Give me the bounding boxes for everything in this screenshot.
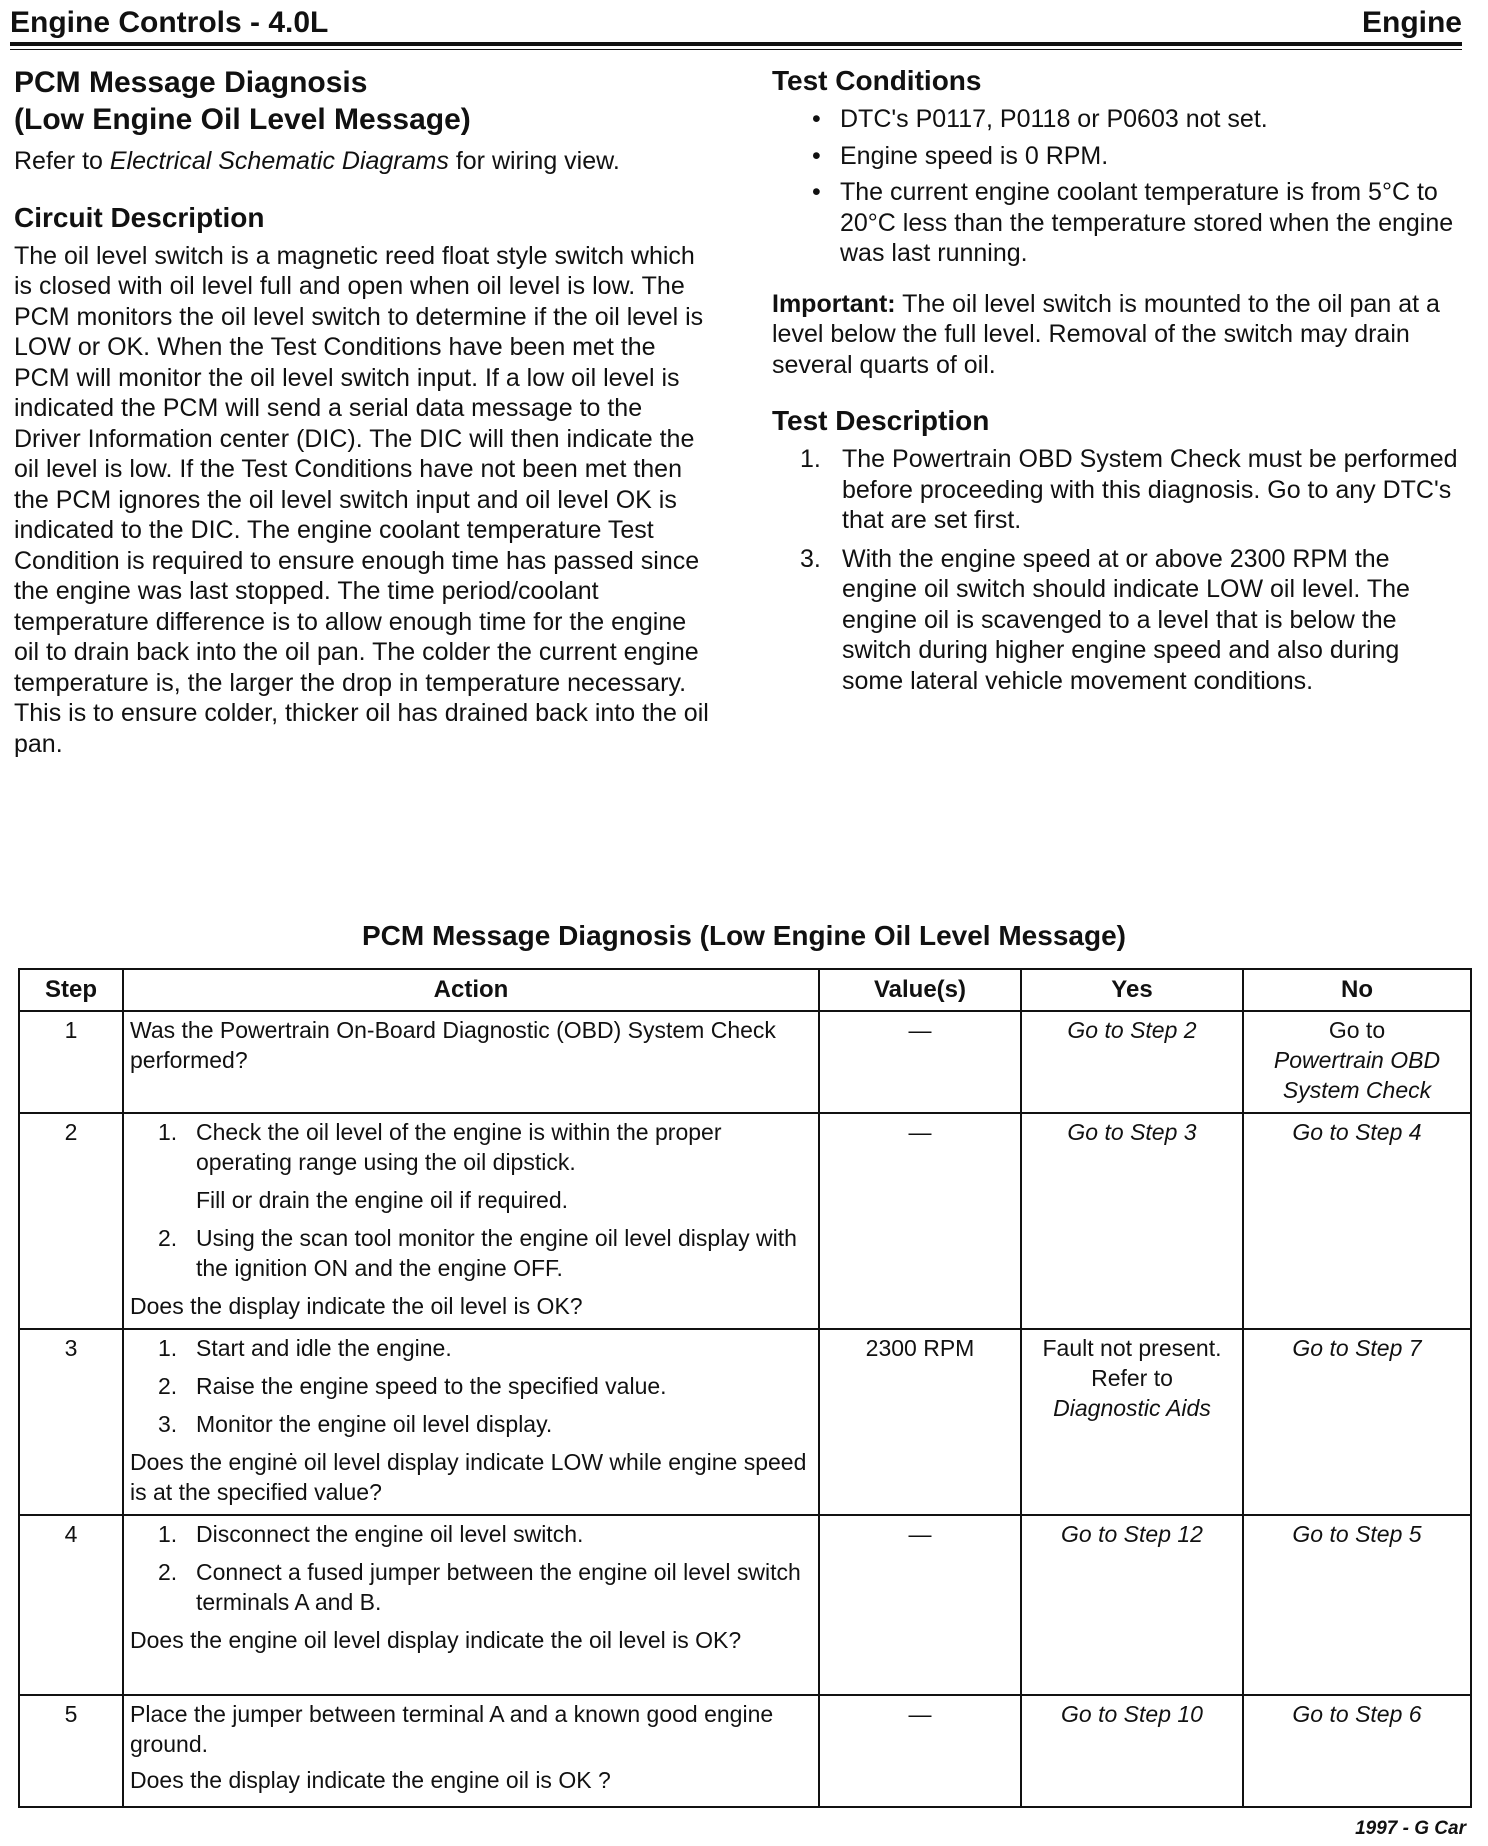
value-cell: — — [819, 1515, 1021, 1695]
table-row — [19, 1515, 1471, 1695]
header-category: Engine — [1361, 6, 1462, 39]
step-number: 4 — [19, 1515, 123, 1695]
step-number: 2 — [19, 1113, 123, 1329]
action-item: 3. Monitor the engine oil level display. — [158, 1411, 553, 1437]
yes-cell: Go to Step 3 — [1021, 1113, 1243, 1329]
action-item: 1. Start and idle the engine. — [158, 1335, 452, 1361]
circuit-description-heading: Circuit Description — [14, 201, 265, 233]
test-conditions-list — [772, 104, 1462, 269]
refer-link-text: Electrical Schematic Diagrams — [109, 147, 449, 175]
action-cell: Was the Powertrain On-Board Diagnostic (OBD) System Check performed? — [123, 1011, 819, 1113]
action-item: 2. Using the scan tool monitor the engine oil level display with the ignition ON and the engine OFF. — [158, 1225, 797, 1281]
yes-cell: Go to Step 12 — [1021, 1515, 1243, 1695]
refer-note: Refer to Electrical Schematic Diagrams for wiring view. — [14, 147, 620, 175]
circuit-description-text: The oil level switch is a magnetic reed float style switch which is closed with oil level full and open when oil level is low. The PCM monitors the oil level switch to determine if the oil level is LOW or OK. When the Test Conditions have been met the PCM will monitor the oil level switch input. If a low oil level is indicated the PCM will send a serial data message to the Driver Information center (DIC). The DIC will then indicate the oil level is low. If the Test Conditions have not been met then the PCM ignores the oil level switch input and oil level OK is indicated to the DIC. The engine coolant temperature Test Condition is required to ensure enough time has passed since the engine was last stopped. The time period/coolant temperature difference is to allow enough time for the engine oil to drain back into the oil pan. The colder the current engine temperature is, the larger the drop in temperature necessary. This is to ensure colder, thicker oil has drained back into the oil pan. — [14, 241, 709, 758]
no-cell: Go to Step 6 — [1243, 1695, 1471, 1807]
list-item: • Engine speed is 0 RPM. — [812, 141, 1109, 170]
table-title: PCM Message Diagnosis (Low Engine Oil Level Message) — [362, 920, 1126, 951]
test-description-list — [772, 444, 1462, 696]
step-number: 5 — [19, 1695, 123, 1807]
no-cell: Go to Step 4 — [1243, 1113, 1471, 1329]
action-item: 1. Check the oil level of the engine is within the proper operating range using the oil dipstick. — [158, 1119, 722, 1175]
table-row — [19, 1113, 1471, 1329]
action-item: Place the jumper between terminal A and a known good engine ground. — [130, 1701, 774, 1757]
important-label: Important: — [772, 289, 896, 318]
action-question: Does the enginė oil level display indicate LOW while engine speed is at the specified value? — [130, 1449, 807, 1505]
no-cell: Go to Step 5 — [1243, 1515, 1471, 1695]
table-row — [19, 1011, 1471, 1113]
header-action: Action — [123, 969, 819, 1011]
action-question: Does the display indicate the engine oil is OK ? — [130, 1767, 611, 1793]
action-cell — [123, 1695, 819, 1807]
table-row — [19, 1329, 1471, 1515]
list-item: • DTC's P0117, P0118 or P0603 not set. — [812, 105, 1268, 133]
action-item: 1. Disconnect the engine oil level switch. — [158, 1521, 584, 1547]
action-item: 2. Raise the engine speed to the specified value. — [158, 1373, 667, 1399]
action-item: Fill or drain the engine oil if required. — [196, 1187, 569, 1213]
action-question: Does the engine oil level display indicate the oil level is OK? — [130, 1627, 742, 1653]
value-cell: — — [819, 1113, 1021, 1329]
no-cell: Go to Powertrain OBD System Check — [1243, 1011, 1471, 1113]
action-question: Does the display indicate the oil level is OK? — [130, 1293, 583, 1319]
test-conditions-heading: Test Conditions — [772, 65, 982, 96]
header-no: No — [1243, 969, 1471, 1011]
page-header — [10, 2, 1462, 40]
header-yes: Yes — [1021, 969, 1243, 1011]
header-rule-thin — [10, 49, 1462, 50]
header-section-title: Engine Controls - 4.0L — [10, 6, 329, 39]
action-cell — [123, 1329, 819, 1515]
header-values: Value(s) — [819, 969, 1021, 1011]
yes-cell: Fault not present. Refer to Diagnostic Aids — [1021, 1329, 1243, 1515]
diagnosis-title: PCM Message Diagnosis (Low Engine Oil Level Message) — [14, 66, 471, 136]
table-row — [19, 1695, 1471, 1807]
value-cell: 2300 RPM — [819, 1329, 1021, 1515]
test-description-heading: Test Description — [772, 405, 990, 436]
action-cell — [123, 1113, 819, 1329]
value-cell: — — [819, 1011, 1021, 1113]
action-item: 2. Connect a fused jumper between the engine oil level switch terminals A and B. — [158, 1559, 801, 1615]
action-cell — [123, 1515, 819, 1695]
step-number: 1 — [19, 1011, 123, 1113]
header-step: Step — [19, 969, 123, 1011]
list-item: 1. The Powertrain OBD System Check must be performed before proceeding with this diagnosis. Go to any DTC's that are set first. — [800, 445, 1458, 534]
left-column — [14, 64, 714, 759]
table-header-row — [19, 969, 1471, 1011]
yes-cell: Go to Step 2 — [1021, 1011, 1243, 1113]
page-footer: 1997 - G Car — [1355, 1818, 1466, 1839]
important-note: Important: The oil level switch is mounted to the oil pan at a level below the full level. Removal of the switch may drain several quarts of oil. — [772, 289, 1440, 379]
value-cell: — — [819, 1695, 1021, 1807]
yes-cell: Go to Step 10 — [1021, 1695, 1243, 1807]
diagnosis-table — [18, 968, 1472, 1808]
step-number: 3 — [19, 1329, 123, 1515]
right-column — [772, 64, 1462, 704]
list-item: 3. With the engine speed at or above 2300 RPM the engine oil switch should indicate LOW oil level. The engine oil is scavenged to a level that is below the switch during higher engine speed and also during some lateral vehicle movement conditions. — [800, 544, 1410, 695]
header-rule-thick — [10, 42, 1462, 46]
list-item: • The current engine coolant temperature is from 5°C to 20°C less than the temperature stored when the engine was last running. — [812, 178, 1454, 267]
no-cell: Go to Step 7 — [1243, 1329, 1471, 1515]
